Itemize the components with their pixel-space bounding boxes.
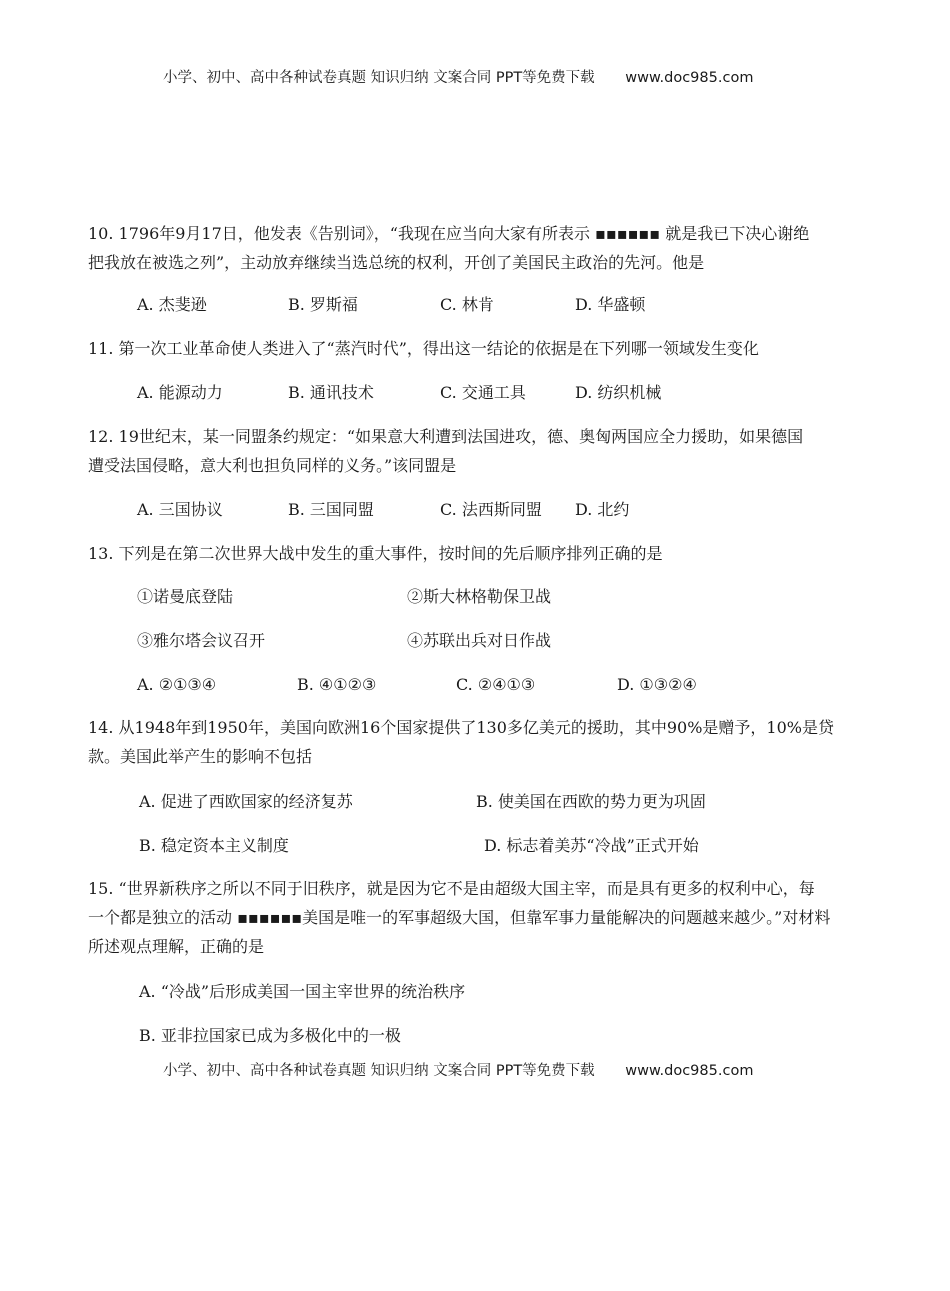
question-12-line-2: 遭受法国侵略，意大利也担负同样的义务。”该同盟是	[88, 456, 457, 475]
question-10-line-1: 10. 1796年9月17日，他发表《告别词》，“我现在应当向大家有所表示 ▪▪▪▪▪▪ 就是我已下决心谢绝	[88, 224, 810, 243]
q13-option-b: B. ④①②③	[297, 675, 377, 694]
question-10-line-2: 把我放在被选之列”，主动放弃继续当选总统的权利，开创了美国民主政治的先河。他是	[88, 253, 705, 272]
q12-option-a: A. 三国协议	[137, 500, 223, 519]
q10-option-d: D. 华盛顿	[575, 295, 646, 314]
q12-option-d: D. 北约	[575, 500, 630, 519]
q13-event-2: ②斯大林格勒保卫战	[407, 587, 552, 606]
q13-option-a: A. ②①③④	[137, 675, 217, 694]
q14-option-d: D. 标志着美苏“冷战”正式开始	[484, 836, 699, 855]
page-header	[163, 71, 753, 86]
header-url[interactable]: www.doc985.com	[625, 70, 754, 86]
q12-option-b: B. 三国同盟	[288, 500, 374, 519]
footer-url[interactable]: www.doc985.com	[625, 1063, 754, 1079]
q10-option-a: A. 杰斐逊	[137, 295, 207, 314]
q11-option-b: B. 通讯技术	[288, 383, 374, 402]
question-15-line-3: 所述观点理解，正确的是	[88, 937, 265, 956]
q11-option-c: C. 交通工具	[440, 383, 526, 402]
q12-option-c: C. 法西斯同盟	[440, 500, 542, 519]
header-text: 小学、初中、高中各种试卷真题 知识归纳 文案合同 PPT等免费下载	[163, 70, 595, 86]
page-footer	[163, 1064, 753, 1079]
q11-option-d: D. 纺织机械	[575, 383, 662, 402]
question-11-line-1: 11. 第一次工业革命使人类进入了“蒸汽时代”，得出这一结论的依据是在下列哪一领域发生变化	[88, 339, 759, 358]
q14-option-c: B. 稳定资本主义制度	[139, 836, 289, 855]
q10-option-b: B. 罗斯福	[288, 295, 358, 314]
q15-option-b: B. 亚非拉国家已成为多极化中的一极	[139, 1026, 401, 1045]
q10-option-c: C. 林肯	[440, 295, 494, 314]
q13-event-1: ①诺曼底登陆	[137, 587, 234, 606]
question-14-line-2: 款。美国此举产生的影响不包括	[88, 747, 313, 766]
question-12-line-1: 12. 19世纪末，某一同盟条约规定：“如果意大利遭到法国进攻，德、奥匈两国应全力援助，如果德国	[88, 427, 804, 446]
q13-event-4: ④苏联出兵对日作战	[407, 631, 552, 650]
q13-option-d: D. ①③②④	[617, 675, 697, 694]
question-15-line-1: 15. “世界新秩序之所以不同于旧秩序，就是因为它不是由超级大国主宰，而是具有更多的权利中心，每	[88, 879, 815, 898]
q13-option-c: C. ②④①③	[456, 675, 536, 694]
question-13-line-1: 13. 下列是在第二次世界大战中发生的重大事件，按时间的先后顺序排列正确的是	[88, 544, 663, 563]
q14-option-b: B. 使美国在西欧的势力更为巩固	[476, 792, 706, 811]
footer-text: 小学、初中、高中各种试卷真题 知识归纳 文案合同 PPT等免费下载	[163, 1063, 595, 1079]
q15-option-a: A. “冷战”后形成美国一国主宰世界的统治秩序	[139, 982, 466, 1001]
q11-option-a: A. 能源动力	[137, 383, 223, 402]
question-15-line-2: 一个都是独立的活动 ▪▪▪▪▪▪美国是唯一的军事超级大国，但靠军事力量能解决的问题越来越少。”对材料	[88, 908, 831, 927]
question-14-line-1: 14. 从1948年到1950年，美国向欧洲16个国家提供了130多亿美元的援助，其中90%是赠予，10%是贷	[88, 718, 834, 737]
q14-option-a: A. 促进了西欧国家的经济复苏	[139, 792, 353, 811]
q13-event-3: ③雅尔塔会议召开	[137, 631, 266, 650]
